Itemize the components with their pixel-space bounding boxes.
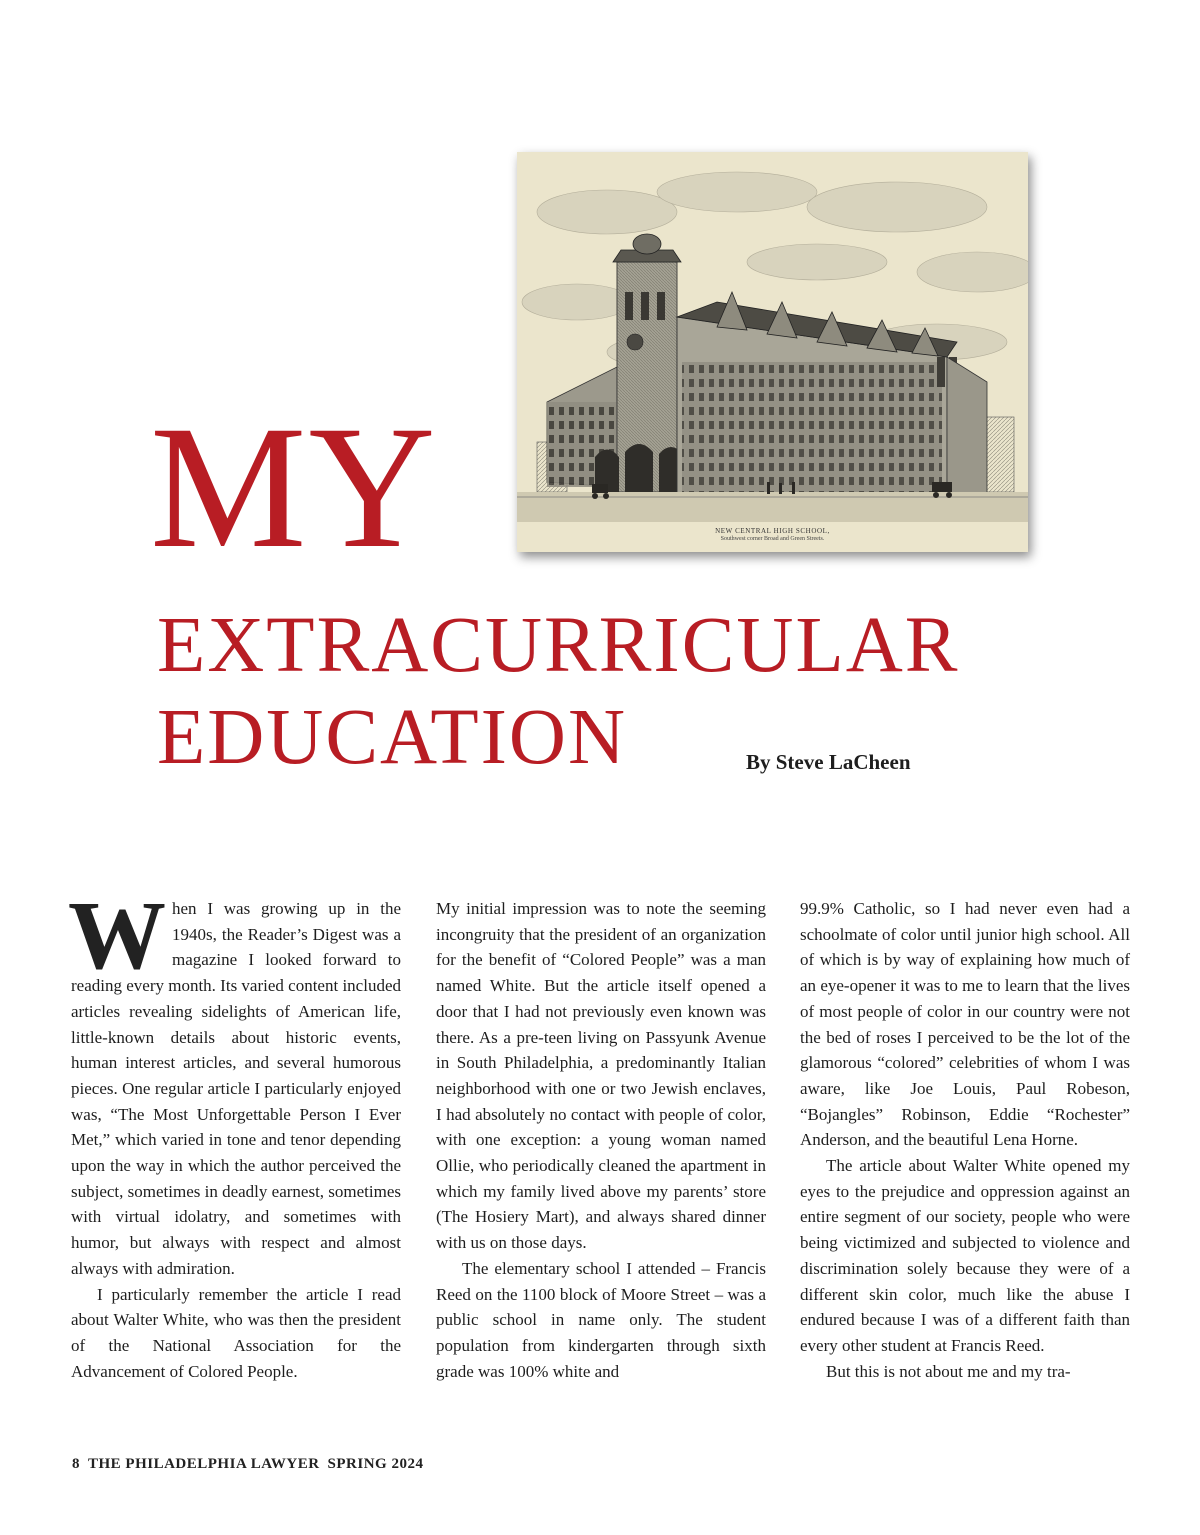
page-number: 8 xyxy=(72,1456,80,1472)
paragraph-text: hen I was growing up in the 1940s, the Reader’s Digest was a magazine I looked forward to reading every month. Its varied content included articles revealing sidelights of American life, little-known details about historic events, human interest articles, and several humorous pieces. One regular article I particularly enjoyed was, “The Most Unforgettable Person I Ever Met,” which varied in tone and tenor depending upon the way in which the author perceived the subject, sometimes in deadly earnest, sometimes with virtual idolatry, and sometimes with humor, but always with respect and almost always with admiration. xyxy=(71,899,402,1278)
page-footer xyxy=(72,1456,431,1473)
headline-line-1: MY xyxy=(150,390,438,585)
article-paragraph xyxy=(68,882,402,1282)
illustration-caption: NEW CENTRAL HIGH SCHOOL, xyxy=(715,527,830,535)
building-engraving xyxy=(517,152,1028,552)
article-paragraph: I particularly remember the article I read about Walter White, who was then the president of the National Association for the Advancement of Colored People. xyxy=(71,1284,401,1381)
article-column-3 xyxy=(800,896,1130,1384)
article-paragraph: But this is not about me and my tra- xyxy=(826,1361,1071,1381)
school-illustration xyxy=(517,152,1028,552)
article-paragraph: The elementary school I attended – Francis Reed on the 1100 block of Moore Street – was a public school in name only. The student population from kindergarten through sixth grade was 100% white and xyxy=(436,1258,766,1381)
article-column-1 xyxy=(68,882,402,1384)
issue-label: SPRING 2024 xyxy=(327,1456,424,1472)
drop-cap: W xyxy=(68,882,166,990)
illustration-subcaption: Southwest corner Broad and Green Streets. xyxy=(720,536,825,542)
headline-line-3: EDUCATION xyxy=(157,694,628,781)
article-paragraph: My initial impression was to note the seeming incongruity that the president of an organization for the benefit of “Colored People” was a man named White. But the article itself opened a door that I had not previously even known was there. As a pre-teen living on Passyunk Avenue in South Philadelphia, a predominantly Italian neighborhood with one or two Jewish enclaves, I had absolutely no contact with people of color, with one exception: a young woman named Ollie, who periodically cleaned the apartment in which my family lived above my parents’ store (The Hosiery Mart), and always shared dinner with us on those days. xyxy=(436,899,766,1253)
article-column-2 xyxy=(436,896,766,1384)
byline: By Steve LaCheen xyxy=(746,750,911,774)
headline-line-2: EXTRACURRICULAR xyxy=(157,602,960,689)
article-paragraph: 99.9% Catholic, so I had never even had a schoolmate of color until junior high school. All of which is by way of explaining how much of an eye-opener it was to me to learn that the lives of most people of color in our country were not the bed of roses I perceived to be the lot of the glamorous “colored” celebrities of whom I was aware, like Joe Louis, Paul Robeson, “Bojangles” Robinson, Eddie “Rochester” Anderson, and the beautiful Lena Horne. xyxy=(800,899,1130,1150)
publication-name: THE PHILADELPHIA LAWYER xyxy=(88,1456,320,1472)
article-paragraph: The article about Walter White opened my eyes to the prejudice and oppression against an entire segment of our society, people who were being victimized and subjected to violence and discrimination solely because they were of a different skin color, much like the abuse I endured because I was of a different faith than every other student at Francis Reed. xyxy=(800,1156,1130,1355)
